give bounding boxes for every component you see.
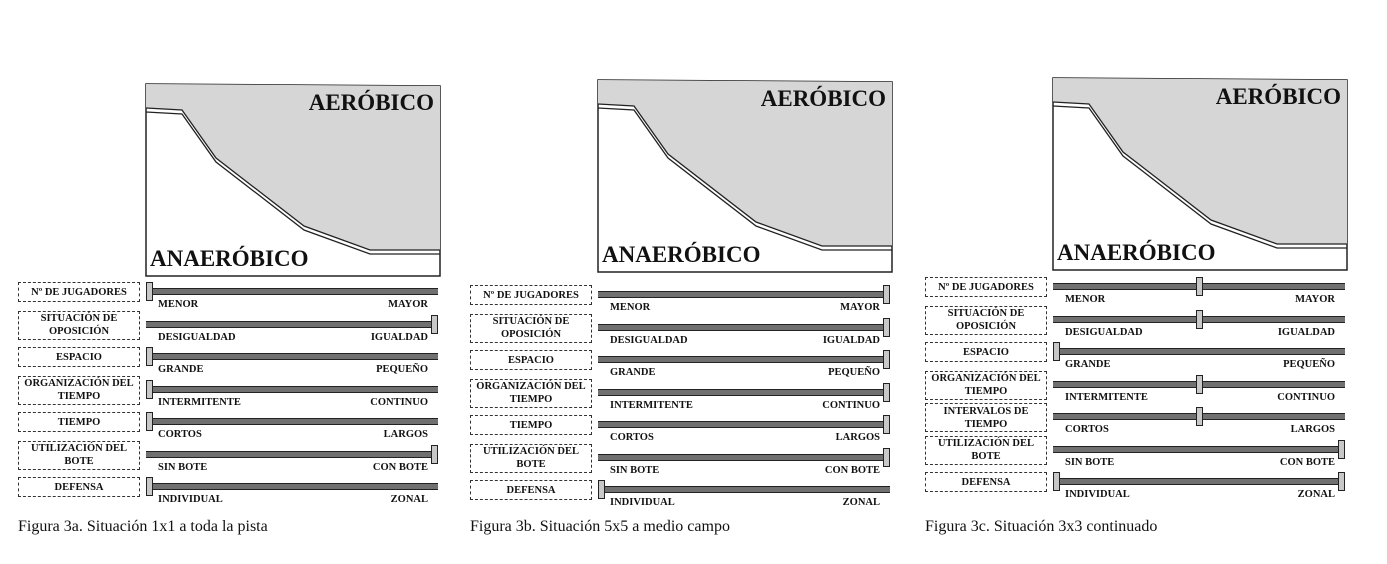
scale-right-label: PEQUEÑO (376, 364, 428, 375)
energy-diagram (18, 0, 458, 300)
category-label: ESPACIO (18, 347, 140, 367)
scale-left-label: INDIVIDUAL (158, 494, 223, 505)
scale-marker (1338, 472, 1345, 491)
scale-marker (1196, 310, 1203, 329)
scale-marker (146, 412, 153, 431)
category-label: DEFENSA (470, 480, 592, 500)
scale-marker (883, 285, 890, 304)
scale-left-label: GRANDE (158, 364, 204, 375)
scale-left-label: MENOR (1065, 294, 1106, 305)
scale-right-label: CONTINUO (822, 399, 880, 411)
scale-marker (1196, 407, 1203, 426)
scale-bar (146, 353, 438, 360)
scale-bar (598, 356, 890, 363)
figure-caption: Figura 3b. Situación 5x5 a medio campo (470, 518, 730, 535)
scale-marker (1338, 440, 1345, 459)
category-label: TIEMPO (470, 415, 592, 435)
scale-marker (1053, 342, 1060, 361)
scale-left-label: SIN BOTE (610, 464, 660, 476)
scale-marker (146, 347, 153, 366)
category-label: TIEMPO (18, 412, 140, 432)
scale-bar (598, 324, 890, 331)
scale-right-label: CON BOTE (1279, 456, 1335, 468)
scale-right-label: MAYOR (1295, 294, 1335, 305)
scale-marker (146, 282, 153, 301)
scale-bar (598, 389, 890, 396)
panel-2 (470, 0, 910, 564)
category-label: SITUACIÓN DE OPOSICIÓN (470, 314, 592, 343)
scale-bar (1053, 478, 1345, 485)
scale-marker (146, 477, 153, 496)
scale-left-label: CORTOS (158, 429, 202, 440)
scale-marker (1196, 375, 1203, 394)
scale-marker (883, 383, 890, 402)
scale-left-label: GRANDE (1065, 359, 1111, 370)
scale-left-label: DESIGUALDAD (158, 331, 236, 343)
category-label: DEFENSA (18, 477, 140, 497)
figure-caption: Figura 3c. Situación 3x3 continuado (925, 518, 1158, 535)
category-label: Nº DE JUGADORES (18, 282, 140, 302)
scale-marker (1196, 277, 1203, 296)
scale-marker (431, 315, 438, 334)
figure-caption: Figura 3a. Situación 1x1 a toda la pista (18, 518, 268, 535)
scale-right-label: MAYOR (388, 299, 428, 310)
category-label: UTILIZACIÓN DEL BOTE (18, 441, 140, 470)
scale-bar (146, 386, 438, 393)
scale-right-label: MAYOR (840, 302, 880, 313)
aerobic-label: AERÓBICO (308, 90, 434, 115)
scale-marker (1053, 472, 1060, 491)
scale-left-label: INTERMITENTE (158, 396, 241, 408)
category-label: UTILIZACIÓN DEL BOTE (470, 444, 592, 473)
category-label: Nº DE JUGADORES (925, 277, 1047, 297)
category-label: DEFENSA (925, 472, 1047, 492)
category-label: SITUACIÓN DE OPOSICIÓN (18, 311, 140, 340)
scale-left-label: MENOR (610, 302, 651, 313)
anaerobic-label: ANAERÓBICO (602, 242, 761, 267)
anaerobic-label: ANAERÓBICO (150, 246, 309, 271)
scale-marker (883, 350, 890, 369)
scale-right-label: ZONAL (390, 494, 428, 505)
scale-marker (883, 318, 890, 337)
scale-right-label: LARGOS (1290, 424, 1335, 435)
scale-bar (1053, 446, 1345, 453)
category-label: INTERVALOS DE TIEMPO (925, 403, 1047, 432)
scale-left-label: SIN BOTE (1065, 456, 1115, 468)
scale-bar (598, 486, 890, 493)
scale-bar (146, 418, 438, 425)
energy-diagram (925, 0, 1365, 300)
scale-left-label: CORTOS (610, 432, 654, 443)
scale-left-label: INDIVIDUAL (1065, 489, 1130, 500)
category-label: ORGANIZACIÓN DEL TIEMPO (18, 376, 140, 405)
scale-right-label: CON BOTE (824, 464, 880, 476)
category-label: ESPACIO (470, 350, 592, 370)
scale-left-label: DESIGUALDAD (610, 334, 688, 346)
scale-marker (431, 445, 438, 464)
scale-right-label: ZONAL (842, 497, 880, 508)
scale-right-label: CONTINUO (1277, 391, 1335, 403)
panel-3 (925, 0, 1365, 564)
scale-bar (598, 291, 890, 298)
category-label: UTILIZACIÓN DEL BOTE (925, 436, 1047, 465)
scale-bar (146, 483, 438, 490)
category-label: ESPACIO (925, 342, 1047, 362)
scale-marker (146, 380, 153, 399)
scale-left-label: INTERMITENTE (1065, 391, 1148, 403)
scale-left-label: INDIVIDUAL (610, 497, 675, 508)
scale-left-label: CORTOS (1065, 424, 1109, 435)
category-label: ORGANIZACIÓN DEL TIEMPO (925, 371, 1047, 400)
aerobic-label: AERÓBICO (760, 86, 886, 111)
scale-right-label: IGUALDAD (370, 331, 428, 343)
panel-1 (18, 0, 458, 564)
scale-right-label: PEQUEÑO (828, 367, 880, 378)
scale-bar (146, 451, 438, 458)
scale-marker (598, 480, 605, 499)
anaerobic-label: ANAERÓBICO (1057, 240, 1216, 265)
scale-bar (146, 321, 438, 328)
scale-bar (598, 421, 890, 428)
scale-right-label: IGUALDAD (822, 334, 880, 346)
scale-left-label: DESIGUALDAD (1065, 326, 1143, 338)
scale-bar (598, 454, 890, 461)
scale-left-label: MENOR (158, 299, 199, 310)
scale-right-label: LARGOS (835, 432, 880, 443)
scale-left-label: INTERMITENTE (610, 399, 693, 411)
scale-left-label: GRANDE (610, 367, 656, 378)
scale-bar (1053, 348, 1345, 355)
scale-right-label: PEQUEÑO (1283, 359, 1335, 370)
scale-marker (883, 448, 890, 467)
scale-right-label: CON BOTE (372, 461, 428, 473)
category-label: Nº DE JUGADORES (470, 285, 592, 305)
scale-marker (883, 415, 890, 434)
scale-bar (146, 288, 438, 295)
energy-diagram (470, 0, 910, 300)
scale-right-label: CONTINUO (370, 396, 428, 408)
scale-right-label: ZONAL (1297, 489, 1335, 500)
category-label: SITUACIÓN DE OPOSICIÓN (925, 306, 1047, 335)
aerobic-label: AERÓBICO (1215, 84, 1341, 109)
scale-right-label: LARGOS (383, 429, 428, 440)
scale-right-label: IGUALDAD (1277, 326, 1335, 338)
scale-left-label: SIN BOTE (158, 461, 208, 473)
category-label: ORGANIZACIÓN DEL TIEMPO (470, 379, 592, 408)
